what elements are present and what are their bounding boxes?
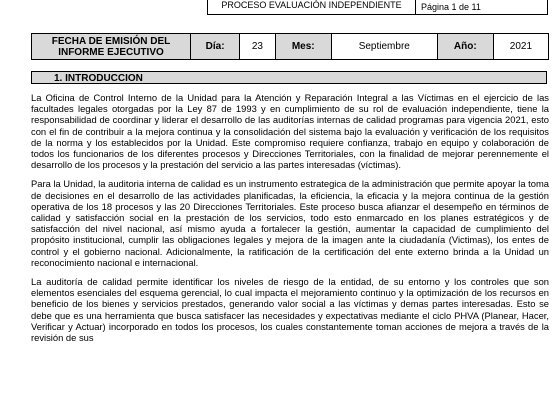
issue-date-title: FECHA DE EMISIÓN DEL INFORME EJECUTIVO bbox=[32, 34, 191, 60]
day-value: 23 bbox=[240, 34, 275, 60]
month-label: Mes: bbox=[275, 34, 331, 60]
paragraph: Para la Unidad, la auditoria interna de calidad es un instrumento estrategica de la administración que permite apoyar la toma de decisiones en el desarrollo de las actividades planificadas, la eficiencia, la eficacia y la mejora continua de la gestión operativa de los 18 procesos y las 20 Direcciones Territoriales. Este proceso busca afianzar el desempeño en términos de calidad y satisfacción social en la prestación de los servicios, todo esto enmarcado en los planes estratégicos y de satisfacción del nivel nacional, así mismo ayuda a fortalecer la gestión, aumentar la capacidad de cumplimiento del propósito institucional, cumplir las obligaciones legales y mejora de la imagen ante la ciudadanía (Victimas), los entes de control y el gobierno nacional. Adicionalmente, la ratificación de la certificación del ente externo brinda a la Unidad un reconocimiento nacional e internacional. bbox=[31, 178, 550, 268]
section-heading: 1. INTRODUCCION bbox=[31, 71, 547, 84]
year-label: Año: bbox=[437, 34, 493, 60]
issue-date-table bbox=[31, 33, 549, 60]
month-value: Septiembre bbox=[331, 34, 437, 60]
paragraph: La auditoría de calidad permite identificar los niveles de riesgo de la entidad, de su entorno y los controles que son elementos esenciales del esquema gerencial, lo cual impacta el mejoramiento continuo y la optimización de los recursos en beneficio de los bienes y servicios prestados, generando valor social a las víctimas y demas partes interesadas. Esto se debe que es una herramienta que busca satisfacer las necesidades y expectativas mediante el ciclo PHVA (Planear, Hacer, Verificar y Actuar) incorporado en todos los procesos, los cuales constantemente toman acciones de mejora a través de la revisión de sus bbox=[31, 276, 549, 344]
document-header bbox=[207, 0, 548, 15]
paragraph: La Oficina de Control Interno de la Unidad para la Atención y Reparación Integral a las Víctimas en el ejercicio de las facultades legales otorgadas por la Ley 87 de 1993 y en cumplimiento de su rol de evaluación independiente, tiene la responsabilidad de coordinar y liderar el desarrollo de las auditorías internas de calidad programas para vigencia 2021, esto con el fin de contribuir a la mejora continua y la consolidación del sistema bajo la evaluación y verificación de los requisitos de la norma y los establecidos por la Unidad. Este compromiso requiere confianza, trabajo en equipo y colaboración de todos los funcionarios de los diferentes procesos y Direcciones Territoriales, con la finalidad de mejorar perennemente el desarrollo de los procesos y la prestación del servicio a las partes interesadas (víctimas). bbox=[31, 92, 549, 171]
year-value: 2021 bbox=[493, 34, 548, 60]
page-number: Página 1 de 11 bbox=[415, 0, 548, 15]
body-text bbox=[31, 92, 549, 351]
day-label: Día: bbox=[191, 34, 240, 60]
process-name: PROCESO EVALUACIÓN INDEPENDIENTE bbox=[207, 0, 415, 15]
